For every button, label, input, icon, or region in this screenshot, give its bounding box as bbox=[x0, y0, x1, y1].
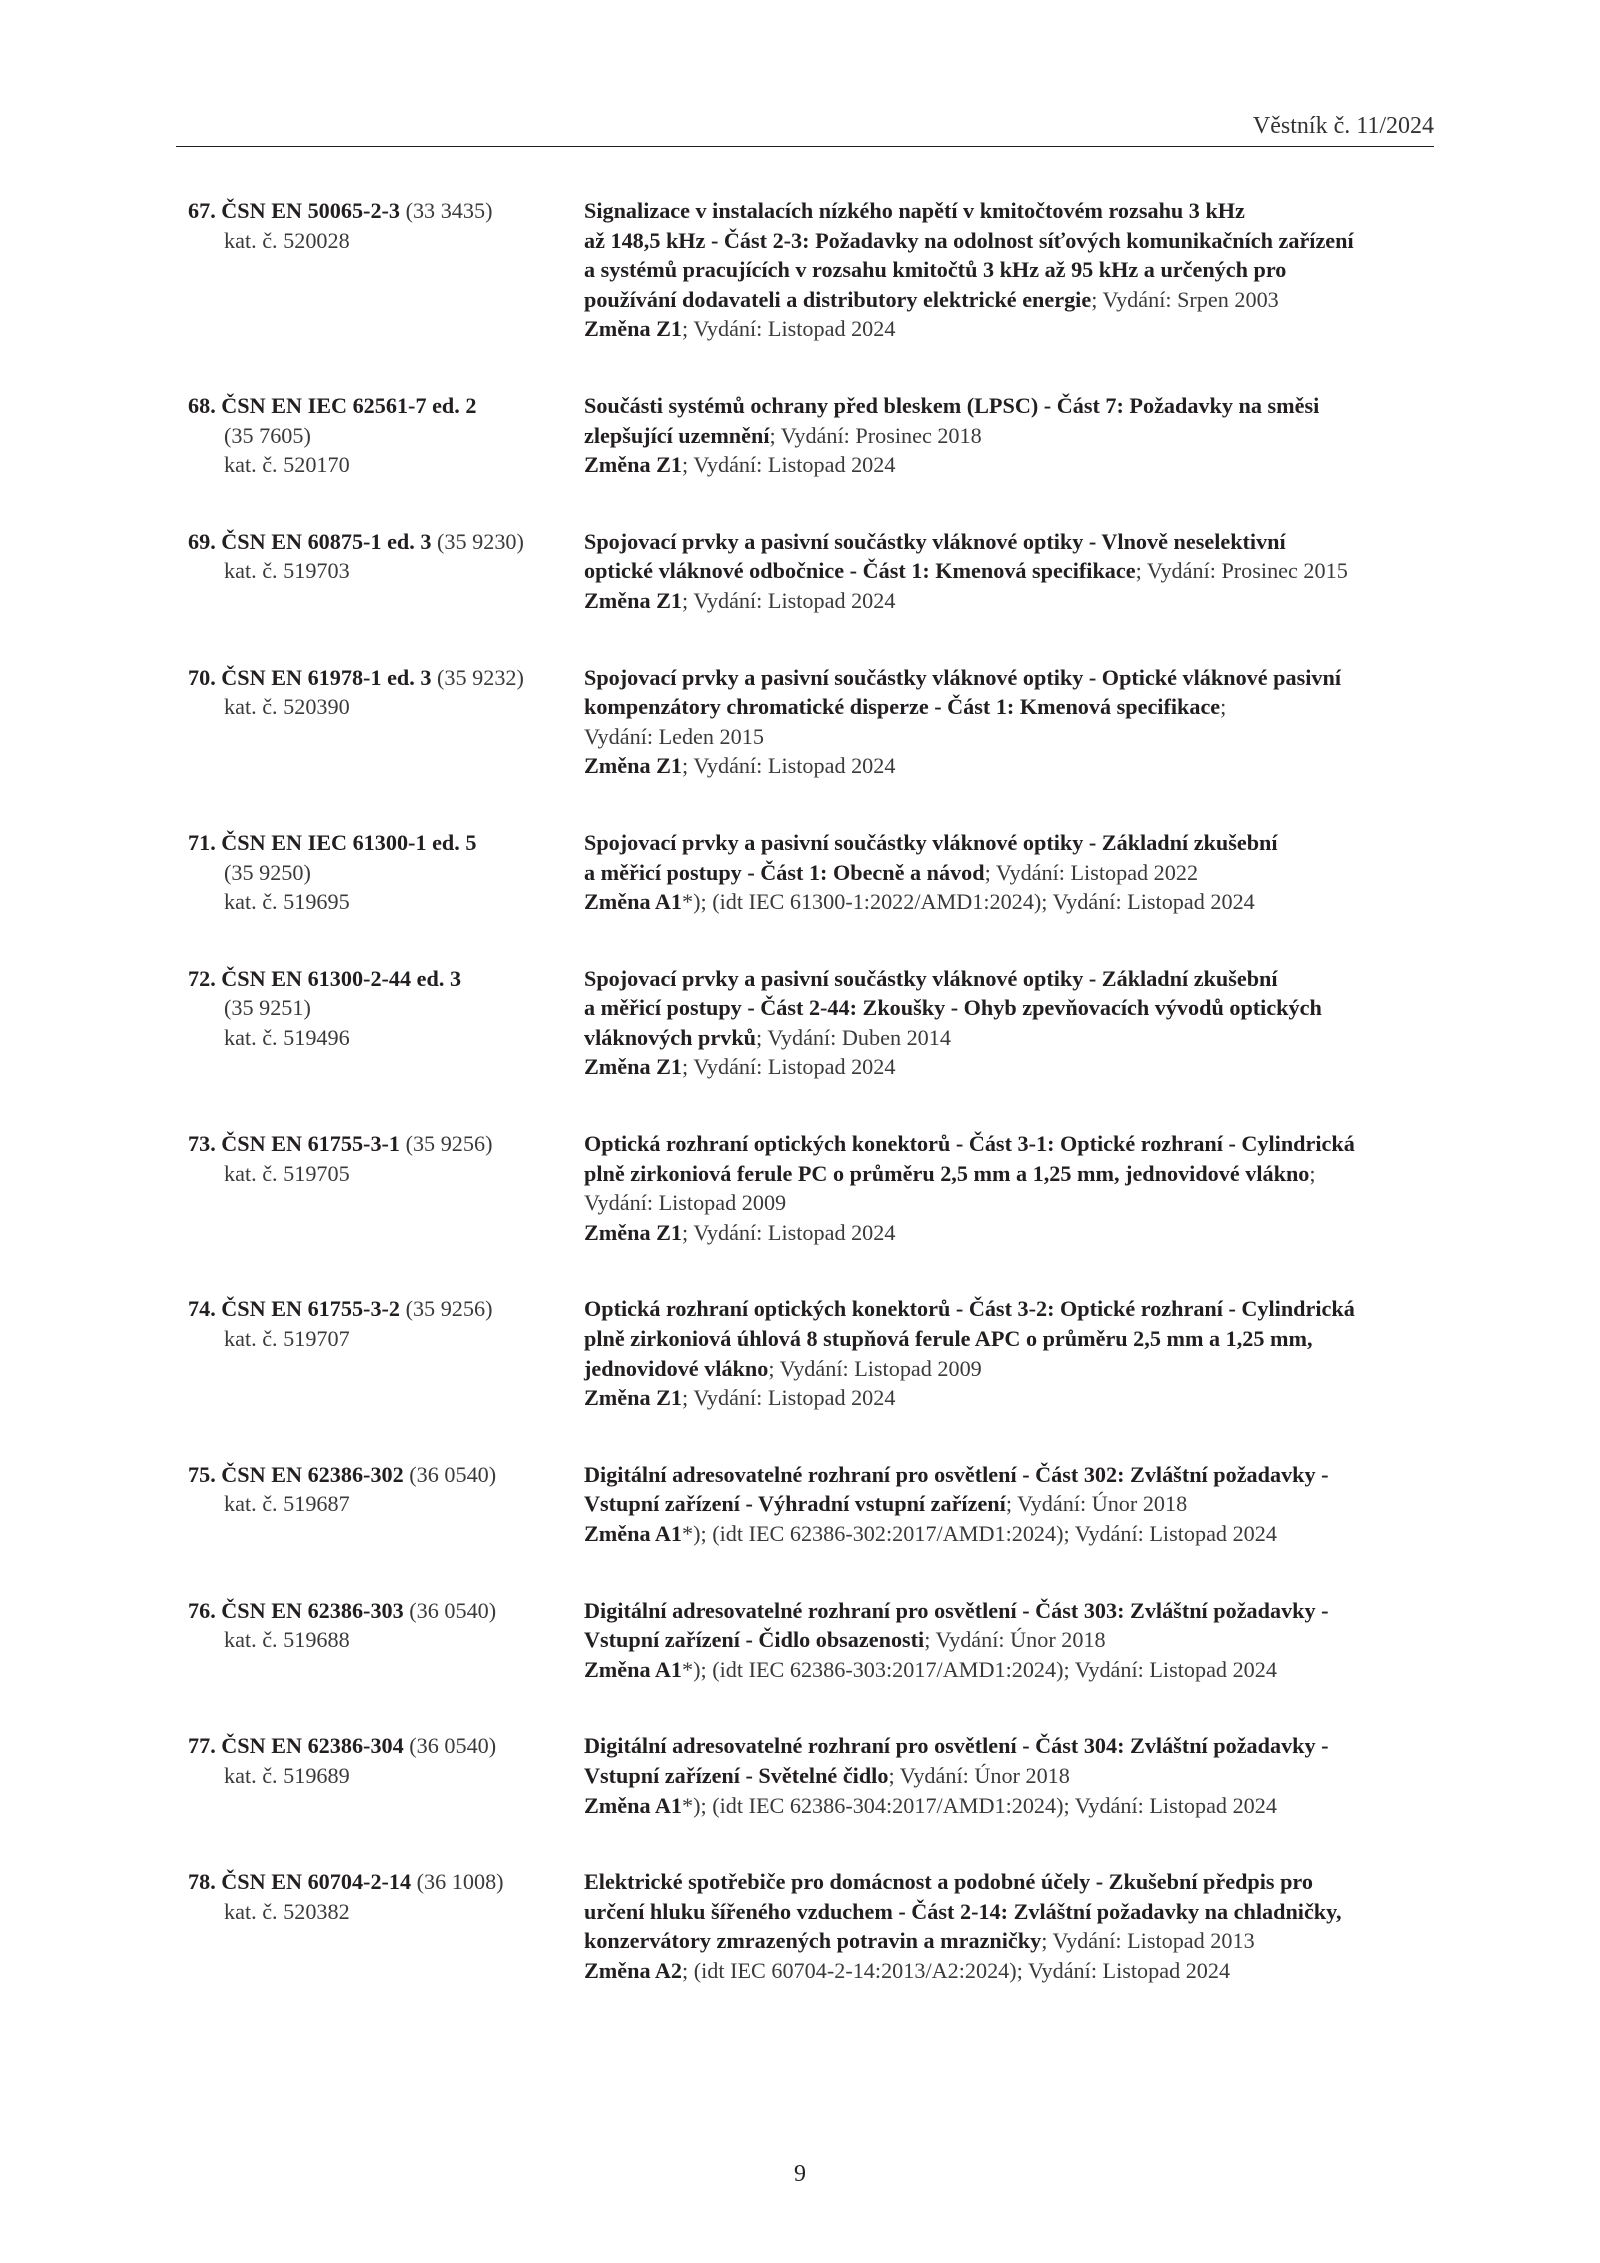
description-line bbox=[584, 1129, 1438, 1159]
standard-code: ČSN EN 60704-2-14 bbox=[221, 1869, 412, 1895]
standard-id-line bbox=[188, 196, 584, 226]
standard-id-line bbox=[188, 828, 584, 858]
description-line bbox=[584, 1188, 1438, 1218]
edition-text: ; Vydání: Listopad 2024 bbox=[682, 452, 896, 478]
standard-description bbox=[584, 828, 1438, 917]
entry-number: 69. bbox=[188, 528, 216, 554]
description-line bbox=[584, 255, 1438, 285]
catalog-number: kat. č. 519695 bbox=[224, 889, 350, 915]
description-line bbox=[584, 1324, 1438, 1354]
standard-identifier bbox=[188, 828, 584, 917]
title-text: Změna Z1 bbox=[584, 1054, 683, 1080]
edition-text: ; Vydání: Listopad 2024 bbox=[682, 587, 896, 613]
standard-description bbox=[584, 527, 1438, 616]
standard-id-line bbox=[188, 527, 584, 557]
description-line bbox=[584, 285, 1438, 315]
title-text: Změna A1 bbox=[584, 1521, 683, 1546]
standards-list bbox=[188, 196, 1438, 2033]
bulletin-title: Věstník č. 11/2024 bbox=[1252, 113, 1434, 139]
title-text: konzervátory zmrazených potravin a mrazničky bbox=[584, 1928, 1042, 1954]
standard-entry bbox=[188, 828, 1438, 917]
title-text: Vstupní zařízení - Čidlo obsazenosti bbox=[584, 1627, 925, 1653]
standard-description bbox=[584, 1129, 1438, 1247]
description-line bbox=[584, 1460, 1438, 1490]
edition-text: ; Vydání: Listopad 2024 bbox=[682, 316, 896, 342]
catalog-number: kat. č. 519689 bbox=[224, 1762, 350, 1788]
edition-text: ; Vydání: Únor 2018 bbox=[1005, 1491, 1188, 1517]
description-line bbox=[584, 586, 1438, 616]
description-line bbox=[584, 1731, 1438, 1761]
standard-id-line bbox=[188, 964, 584, 994]
title-text: a systémů pracujících v rozsahu kmitočtů 3 kHz až 95 kHz a určených pro bbox=[584, 257, 1287, 283]
description-line bbox=[584, 1596, 1438, 1626]
description-line bbox=[584, 1383, 1438, 1413]
catalog-number: kat. č. 519688 bbox=[224, 1627, 350, 1653]
description-line bbox=[584, 751, 1438, 781]
edition-text: ; Vydání: Listopad 2022 bbox=[984, 859, 1199, 885]
edition-text: ; Vydání: Duben 2014 bbox=[756, 1024, 951, 1050]
description-line bbox=[584, 1023, 1438, 1053]
entry-number: 78. bbox=[188, 1869, 216, 1895]
entry-number: 74. bbox=[188, 1296, 216, 1322]
description-line bbox=[584, 1294, 1438, 1324]
edition-text: ; (idt IEC 60704-2-14:2013/A2:2024); Vydání: Listopad 2024 bbox=[682, 1957, 1231, 1983]
title-text: vláknových prvků bbox=[584, 1024, 757, 1050]
description-line bbox=[584, 1625, 1438, 1655]
classification-number: (36 0540) bbox=[403, 1461, 497, 1487]
standard-entry bbox=[188, 1129, 1438, 1247]
title-text: Změna Z1 bbox=[584, 1219, 683, 1245]
edition-text: *); (idt IEC 62386-304:2017/AMD1:2024); Vydání: Listopad 2024 bbox=[682, 1792, 1277, 1818]
entry-number: 70. bbox=[188, 664, 216, 690]
edition-text: ; Vydání: Listopad 2013 bbox=[1041, 1928, 1255, 1954]
entry-number: 77. bbox=[188, 1733, 216, 1759]
standard-identifier bbox=[188, 663, 584, 781]
description-line bbox=[584, 887, 1438, 917]
description-line bbox=[584, 1489, 1438, 1519]
standard-identifier bbox=[188, 964, 584, 1082]
classification-number: (35 9251) bbox=[224, 995, 311, 1021]
page-header bbox=[176, 112, 1434, 147]
description-line bbox=[584, 1897, 1438, 1927]
title-text: Změna Z1 bbox=[584, 452, 683, 478]
title-text: Spojovací prvky a pasivní součástky vláknové optiky - Základní zkušební bbox=[584, 829, 1278, 855]
standard-description bbox=[584, 1460, 1438, 1549]
standard-code: ČSN EN 61978-1 ed. 3 bbox=[221, 664, 432, 690]
standard-description bbox=[584, 391, 1438, 480]
catalog-number: kat. č. 519705 bbox=[224, 1160, 350, 1186]
title-text: Změna Z1 bbox=[584, 1385, 683, 1411]
edition-text: ; Vydání: Listopad 2024 bbox=[682, 1054, 896, 1080]
classification-number: (35 9256) bbox=[400, 1296, 493, 1322]
description-line bbox=[584, 450, 1438, 480]
description-line bbox=[584, 1655, 1438, 1685]
standard-code: ČSN EN IEC 62561-7 ed. 2 bbox=[221, 392, 477, 418]
description-line bbox=[584, 421, 1438, 451]
description-line bbox=[584, 1354, 1438, 1384]
title-text: Změna A1 bbox=[584, 889, 683, 915]
description-line bbox=[584, 314, 1438, 344]
classification-number: (35 7605) bbox=[224, 422, 311, 448]
standard-id-line bbox=[188, 391, 584, 421]
title-text: plně zirkoniová ferule PC o průměru 2,5 mm a 1,25 mm, jednovidové vlákno bbox=[584, 1160, 1310, 1186]
classification-number: (36 1008) bbox=[411, 1869, 504, 1895]
title-text: Součásti systémů ochrany před bleskem (LPSC) - Část 7: Požadavky na směsi bbox=[584, 392, 1320, 418]
standard-entry bbox=[188, 1596, 1438, 1685]
description-line bbox=[584, 556, 1438, 586]
standard-code: ČSN EN 61755-3-2 bbox=[221, 1296, 401, 1322]
catalog-number: kat. č. 520170 bbox=[224, 452, 350, 478]
page-number: 9 bbox=[794, 2161, 806, 2187]
description-line bbox=[584, 1761, 1438, 1791]
description-line bbox=[584, 1791, 1438, 1821]
description-line bbox=[584, 858, 1438, 888]
standard-id-line bbox=[188, 1460, 584, 1490]
standard-identifier bbox=[188, 1460, 584, 1549]
classification-number: (35 9250) bbox=[224, 859, 311, 885]
edition-text: Vydání: Leden 2015 bbox=[584, 723, 764, 749]
entry-number: 75. bbox=[188, 1461, 216, 1487]
standard-identifier bbox=[188, 1596, 584, 1685]
description-line bbox=[584, 1926, 1438, 1956]
title-text: Změna Z1 bbox=[584, 753, 683, 779]
edition-text: ; bbox=[1309, 1160, 1316, 1186]
catalog-number: kat. č. 519703 bbox=[224, 558, 350, 584]
catalog-number: kat. č. 519687 bbox=[224, 1491, 350, 1517]
standard-entry bbox=[188, 1731, 1438, 1820]
description-line bbox=[584, 1956, 1438, 1986]
title-text: Vstupní zařízení - Výhradní vstupní zařízení bbox=[584, 1491, 1006, 1517]
standard-entry bbox=[188, 391, 1438, 480]
classification-number: (35 9256) bbox=[400, 1131, 493, 1157]
title-text: optické vláknové odbočnice - Část 1: Kmenová specifikace bbox=[584, 558, 1136, 584]
standard-code: ČSN EN 61755-3-1 bbox=[221, 1131, 401, 1157]
title-text: jednovidové vlákno bbox=[584, 1355, 769, 1381]
edition-text: ; Vydání: Prosinec 2015 bbox=[1135, 558, 1348, 584]
catalog-number: kat. č. 519496 bbox=[224, 1024, 350, 1050]
standard-id-line bbox=[188, 1129, 584, 1159]
catalog-number: kat. č. 520390 bbox=[224, 694, 350, 720]
edition-text: ; Vydání: Prosinec 2018 bbox=[769, 422, 982, 448]
edition-text: ; Vydání: Listopad 2024 bbox=[682, 1385, 896, 1411]
title-text: až 148,5 kHz - Část 2-3: Požadavky na odolnost síťových komunikačních zařízení bbox=[584, 227, 1354, 253]
title-text: Digitální adresovatelné rozhraní pro osvětlení - Část 303: Zvláštní požadavky - bbox=[584, 1597, 1329, 1623]
edition-text: *); (idt IEC 62386-302:2017/AMD1:2024); Vydání: Listopad 2024 bbox=[682, 1521, 1277, 1546]
description-line bbox=[584, 226, 1438, 256]
standard-identifier bbox=[188, 1129, 584, 1247]
edition-text: ; bbox=[1220, 694, 1227, 720]
edition-text: ; Vydání: Listopad 2024 bbox=[682, 753, 896, 779]
standard-identifier bbox=[188, 527, 584, 616]
standard-identifier bbox=[188, 391, 584, 480]
title-text: Optická rozhraní optických konektorů - Část 3-2: Optické rozhraní - Cylindrická bbox=[584, 1296, 1355, 1322]
description-line bbox=[584, 1867, 1438, 1897]
standard-code: ČSN EN 61300-2-44 ed. 3 bbox=[221, 965, 462, 991]
standard-code: ČSN EN 62386-302 bbox=[221, 1461, 404, 1487]
standard-description bbox=[584, 196, 1438, 344]
title-text: Digitální adresovatelné rozhraní pro osvětlení - Část 302: Zvláštní požadavky - bbox=[584, 1461, 1329, 1487]
title-text: zlepšující uzemnění bbox=[584, 422, 770, 448]
standard-entry bbox=[188, 1460, 1438, 1549]
entry-number: 71. bbox=[188, 829, 216, 855]
standard-id-line bbox=[188, 1596, 584, 1626]
standard-entry bbox=[188, 527, 1438, 616]
title-text: Digitální adresovatelné rozhraní pro osvětlení - Část 304: Zvláštní požadavky - bbox=[584, 1733, 1329, 1759]
title-text: Signalizace v instalacích nízkého napětí v kmitočtovém rozsahu 3 kHz bbox=[584, 198, 1245, 223]
entry-number: 76. bbox=[188, 1597, 216, 1623]
catalog-number: kat. č. 519707 bbox=[224, 1326, 350, 1352]
catalog-number: kat. č. 520028 bbox=[224, 227, 350, 253]
catalog-number: kat. č. 520382 bbox=[224, 1898, 350, 1924]
title-text: Elektrické spotřebiče pro domácnost a podobné účely - Zkušební předpis pro bbox=[584, 1869, 1313, 1895]
title-text: plně zirkoniová úhlová 8 stupňová ferule APC o průměru 2,5 mm a 1,25 mm, bbox=[584, 1326, 1313, 1352]
standard-description bbox=[584, 1596, 1438, 1685]
standard-code: ČSN EN 50065-2-3 bbox=[221, 198, 401, 223]
classification-number: (35 9232) bbox=[431, 664, 524, 690]
standard-entry bbox=[188, 1294, 1438, 1412]
standard-id-line bbox=[188, 1731, 584, 1761]
title-text: a měřicí postupy - Část 1: Obecně a návod bbox=[584, 859, 985, 885]
title-text: Spojovací prvky a pasivní součástky vláknové optiky - Optické vláknové pasivní bbox=[584, 664, 1341, 690]
edition-text: ; Vydání: Listopad 2009 bbox=[768, 1355, 982, 1381]
edition-text: *); (idt IEC 62386-303:2017/AMD1:2024); Vydání: Listopad 2024 bbox=[682, 1656, 1277, 1682]
title-text: Vstupní zařízení - Světelné čidlo bbox=[584, 1762, 889, 1788]
title-text: Změna A2 bbox=[584, 1957, 683, 1983]
description-line bbox=[584, 993, 1438, 1023]
description-line bbox=[584, 527, 1438, 557]
entry-number: 68. bbox=[188, 392, 216, 418]
standard-entry bbox=[188, 964, 1438, 1082]
edition-text: ; Vydání: Únor 2018 bbox=[888, 1762, 1070, 1788]
title-text: a měřicí postupy - Část 2-44: Zkoušky - Ohyb zpevňovacích vývodů optických bbox=[584, 995, 1322, 1021]
classification-number: (36 0540) bbox=[403, 1597, 497, 1623]
standard-identifier bbox=[188, 1294, 584, 1412]
description-line bbox=[584, 1519, 1438, 1549]
description-line bbox=[584, 964, 1438, 994]
title-text: Spojovací prvky a pasivní součástky vláknové optiky - Vlnově neselektivní bbox=[584, 528, 1286, 554]
title-text: určení hluku šířeného vzduchem - Část 2-14: Zvláštní požadavky na chladničky, bbox=[584, 1898, 1342, 1924]
standard-code: ČSN EN 60875-1 ed. 3 bbox=[221, 528, 432, 554]
standard-code: ČSN EN 62386-304 bbox=[221, 1733, 404, 1759]
description-line bbox=[584, 1159, 1438, 1189]
description-line bbox=[584, 1218, 1438, 1248]
entry-number: 67. bbox=[188, 198, 216, 223]
standard-description bbox=[584, 1294, 1438, 1412]
standard-code: ČSN EN IEC 61300-1 ed. 5 bbox=[221, 829, 477, 855]
standard-description bbox=[584, 1731, 1438, 1820]
classification-number: (33 3435) bbox=[400, 198, 493, 223]
description-line bbox=[584, 828, 1438, 858]
edition-text: Vydání: Listopad 2009 bbox=[584, 1190, 787, 1216]
standard-id-line bbox=[188, 1294, 584, 1324]
title-text: Změna A1 bbox=[584, 1792, 683, 1818]
standard-code: ČSN EN 62386-303 bbox=[221, 1597, 404, 1623]
title-text: Změna A1 bbox=[584, 1656, 683, 1682]
standard-description bbox=[584, 964, 1438, 1082]
title-text: Optická rozhraní optických konektorů - Část 3-1: Optické rozhraní - Cylindrická bbox=[584, 1131, 1355, 1157]
edition-text: ; Vydání: Listopad 2024 bbox=[682, 1219, 896, 1245]
title-text: Spojovací prvky a pasivní součástky vláknové optiky - Základní zkušební bbox=[584, 965, 1278, 991]
entry-number: 72. bbox=[188, 965, 216, 991]
description-line bbox=[584, 196, 1438, 226]
entry-number: 73. bbox=[188, 1131, 216, 1157]
title-text: Změna Z1 bbox=[584, 587, 683, 613]
description-line bbox=[584, 391, 1438, 421]
classification-number: (36 0540) bbox=[403, 1733, 497, 1759]
standard-identifier bbox=[188, 1867, 584, 1985]
title-text: kompenzátory chromatické disperze - Část 1: Kmenová specifikace bbox=[584, 694, 1221, 720]
standard-identifier bbox=[188, 1731, 584, 1820]
standard-entry bbox=[188, 1867, 1438, 1985]
classification-number: (35 9230) bbox=[431, 528, 524, 554]
standard-entry bbox=[188, 196, 1438, 344]
edition-text: *); (idt IEC 61300-1:2022/AMD1:2024); Vydání: Listopad 2024 bbox=[682, 889, 1255, 915]
standard-description bbox=[584, 663, 1438, 781]
description-line bbox=[584, 1052, 1438, 1082]
edition-text: ; Vydání: Srpen 2003 bbox=[1091, 286, 1279, 312]
standard-id-line bbox=[188, 663, 584, 693]
title-text: Změna Z1 bbox=[584, 316, 683, 342]
edition-text: ; Vydání: Únor 2018 bbox=[924, 1627, 1106, 1653]
description-line bbox=[584, 722, 1438, 752]
title-text: používání dodavateli a distributory elektrické energie bbox=[584, 286, 1092, 312]
description-line bbox=[584, 692, 1438, 722]
standard-id-line bbox=[188, 1867, 584, 1897]
standard-description bbox=[584, 1867, 1438, 1985]
description-line bbox=[584, 663, 1438, 693]
standard-identifier bbox=[188, 196, 584, 344]
standard-entry bbox=[188, 663, 1438, 781]
